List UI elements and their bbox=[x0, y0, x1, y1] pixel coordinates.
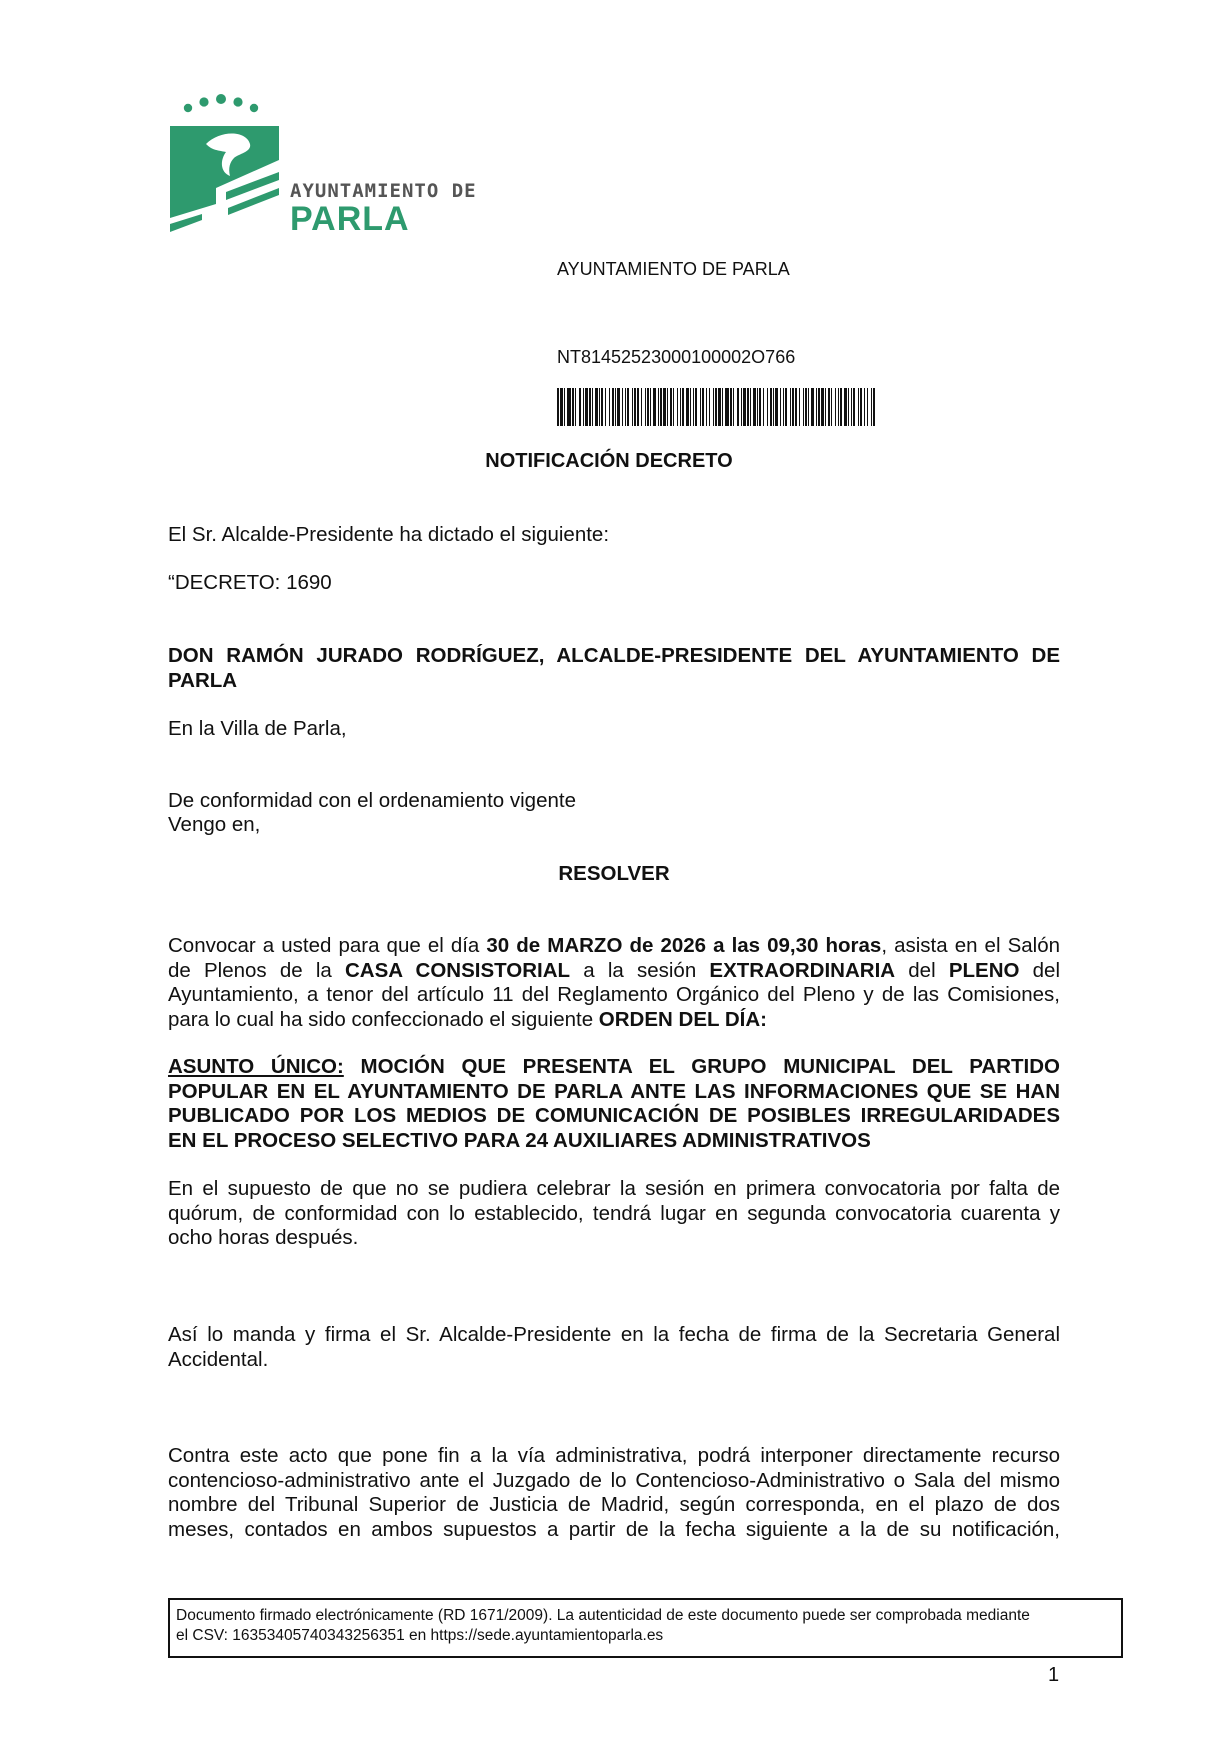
convocation-date: 30 de MARZO de 2026 a las 09,30 horas bbox=[486, 934, 882, 957]
barcode-bar bbox=[741, 388, 742, 426]
barcode-bar bbox=[828, 388, 830, 426]
barcode-bar bbox=[599, 388, 600, 426]
barcode-bar bbox=[709, 388, 710, 426]
barcode-bar bbox=[775, 388, 778, 426]
barcode-bar bbox=[808, 388, 809, 426]
reference-number: NT81452523000100002O766 bbox=[557, 347, 796, 367]
notification-title: NOTIFICACIÓN DECRETO bbox=[485, 450, 733, 472]
convocation-text-4: del bbox=[895, 958, 949, 982]
barcode bbox=[557, 388, 875, 426]
barcode-bar bbox=[622, 388, 623, 426]
barcode-bar bbox=[853, 388, 855, 426]
barcode-bar bbox=[557, 388, 559, 426]
barcode-bar bbox=[575, 388, 576, 426]
barcode-bar bbox=[759, 388, 761, 426]
barcode-bar bbox=[825, 388, 826, 426]
barcode-bar bbox=[730, 388, 732, 426]
barcode-bar bbox=[670, 388, 672, 426]
barcode-bar bbox=[858, 388, 859, 426]
convocation-body: PLENO bbox=[948, 958, 1020, 982]
barcode-bar bbox=[660, 388, 662, 426]
convocation-text-2: , asista en el Salón de Plenos de la bbox=[168, 934, 1061, 982]
barcode-bar bbox=[860, 388, 862, 426]
barcode-bar bbox=[645, 388, 646, 426]
subject-label: ASUNTO ÚNICO: bbox=[168, 1055, 344, 1078]
barcode-bar bbox=[637, 388, 639, 426]
barcode-bar bbox=[811, 388, 814, 426]
barcode-bar bbox=[835, 388, 836, 426]
barcode-bar bbox=[818, 388, 820, 426]
convocation-place: CASA CONSISTORIAL bbox=[345, 958, 571, 982]
barcode-bar bbox=[780, 388, 781, 426]
barcode-bar bbox=[579, 388, 581, 426]
barcode-bar bbox=[783, 388, 784, 426]
barcode-bar bbox=[864, 388, 865, 426]
barcode-bar bbox=[564, 388, 565, 426]
convocation-agenda: ORDEN DEL DÍA: bbox=[598, 1007, 767, 1031]
barcode-bar bbox=[615, 388, 616, 426]
barcode-bar bbox=[677, 388, 678, 426]
barcode-bar bbox=[612, 388, 614, 426]
barcode-bar bbox=[695, 388, 697, 426]
barcode-bar bbox=[753, 388, 756, 426]
barcode-bar bbox=[844, 388, 847, 426]
barcode-bar bbox=[583, 388, 584, 426]
barcode-bar bbox=[673, 388, 674, 426]
barcode-bar bbox=[838, 388, 839, 426]
barcode-bar bbox=[625, 388, 626, 426]
convocation-text-1: Convocar a usted para que el día bbox=[168, 934, 487, 957]
barcode-bar bbox=[790, 388, 791, 426]
barcode-bar bbox=[595, 388, 598, 426]
barcode-bar bbox=[867, 388, 868, 426]
barcode-bar bbox=[700, 388, 701, 426]
vengo-text: Vengo en, bbox=[168, 813, 261, 836]
barcode-bar bbox=[803, 388, 804, 426]
barcode-bar bbox=[592, 388, 593, 426]
page-number: 1 bbox=[1048, 1664, 1060, 1686]
barcode-bar bbox=[682, 388, 684, 426]
conformity-text: De conformidad con el ordenamiento vigente bbox=[168, 789, 576, 812]
barcode-bar bbox=[816, 388, 817, 426]
barcode-bar bbox=[757, 388, 758, 426]
barcode-bar bbox=[831, 388, 832, 426]
intro-text: El Sr. Alcalde-Presidente ha dictado el siguiente: bbox=[168, 523, 610, 546]
barcode-bar bbox=[792, 388, 794, 426]
barcode-bar bbox=[627, 388, 629, 426]
barcode-bar bbox=[601, 388, 603, 426]
signer-heading: DON RAMÓN JURADO RODRÍGUEZ, ALCALDE-PRESIDENTE DEL AYUNTAMIENTO DE PARLA bbox=[168, 644, 1060, 692]
barcode-bar bbox=[605, 388, 606, 426]
logo bbox=[168, 92, 477, 242]
barcode-bar bbox=[641, 388, 642, 426]
barcode-bar bbox=[632, 388, 633, 426]
barcode-bar bbox=[785, 388, 787, 426]
convocation-session: EXTRAORDINARIA bbox=[709, 958, 896, 982]
place-text: En la Villa de Parla, bbox=[168, 717, 347, 740]
barcode-bar bbox=[718, 388, 721, 426]
barcode-bar bbox=[722, 388, 723, 426]
barcode-bar bbox=[634, 388, 636, 426]
barcode-bar bbox=[821, 388, 824, 426]
barcode-bar bbox=[733, 388, 734, 426]
convocation-text-3: a la sesión bbox=[570, 958, 710, 982]
barcode-bar bbox=[667, 388, 668, 426]
barcode-bar bbox=[663, 388, 666, 426]
barcode-bar bbox=[609, 388, 610, 426]
barcode-bar bbox=[873, 388, 875, 426]
barcode-bar bbox=[805, 388, 807, 426]
decree-number: “DECRETO: 1690 bbox=[168, 571, 332, 594]
logo-emblem bbox=[168, 92, 286, 240]
convocation-text-5: del Ayuntamiento, a tenor del artículo 11 del Reglamento Orgánico del Pleno y de las Comisiones, para lo cual ha sido confeccionado el siguiente bbox=[168, 958, 1060, 1031]
barcode-bar bbox=[572, 388, 574, 426]
barcode-bar bbox=[693, 388, 694, 426]
barcode-bar bbox=[871, 388, 872, 426]
quorum-paragraph: En el supuesto de que no se pudiera celebrar la sesión en primera convocatoria por falta de quórum, de conformidad con lo establecido, tendrá lugar en segunda convocatoria cuarenta y ocho horas después. bbox=[168, 1177, 1060, 1249]
org-name: AYUNTAMIENTO DE PARLA bbox=[557, 259, 790, 279]
barcode-bar bbox=[763, 388, 764, 426]
barcode-bar bbox=[589, 388, 591, 426]
barcode-bar bbox=[795, 388, 797, 426]
barcode-bar bbox=[706, 388, 707, 426]
barcode-bar bbox=[725, 388, 729, 426]
appeal-paragraph: Contra este acto que pone fin a la vía administrativa, podrá interponer directamente recurso contencioso-administrativo ante el Juzgado de lo Contencioso-Administrativo o Sala del mismo nombre del Tribunal Superior de Justicia de Madrid, según corresponda, en el plazo de dos meses, contados en ambos supuestos a partir de la fecha siguiente a la de su notificación, bbox=[168, 1444, 1060, 1541]
signing-paragraph: Así lo manda y firma el Sr. Alcalde-Presidente en la fecha de firma de la Secretaria General Accidental. bbox=[168, 1323, 1060, 1371]
barcode-bar bbox=[743, 388, 746, 426]
csv-footer-line2: el CSV: 16353405740343256351 en https://sede.ayuntamientoparla.es bbox=[176, 1627, 664, 1644]
barcode-bar bbox=[767, 388, 768, 426]
barcode-bar bbox=[653, 388, 656, 426]
csv-footer-box bbox=[168, 1598, 1123, 1658]
barcode-bar bbox=[650, 388, 651, 426]
barcode-bar bbox=[799, 388, 800, 426]
barcode-bar bbox=[737, 388, 739, 426]
barcode-bar bbox=[560, 388, 563, 426]
barcode-bar bbox=[713, 388, 714, 426]
barcode-bar bbox=[585, 388, 588, 426]
barcode-bar bbox=[647, 388, 649, 426]
barcode-bar bbox=[840, 388, 842, 426]
barcode-bar bbox=[848, 388, 849, 426]
resolve-heading: RESOLVER bbox=[558, 862, 670, 885]
barcode-bar bbox=[658, 388, 659, 426]
barcode-bar bbox=[770, 388, 772, 426]
barcode-bar bbox=[617, 388, 620, 426]
logo-text-line1: AYUNTAMIENTO DE bbox=[290, 180, 477, 202]
barcode-bar bbox=[702, 388, 704, 426]
barcode-bar bbox=[773, 388, 774, 426]
subject-paragraph bbox=[168, 1055, 1060, 1153]
logo-text-line2: PARLA bbox=[290, 200, 410, 238]
barcode-bar bbox=[686, 388, 689, 426]
subject-text: MOCIÓN QUE PRESENTA EL GRUPO MUNICIPAL DEL PARTIDO POPULAR EN EL AYUNTAMIENTO DE PARLA ANTE LAS INFORMACIONES QUE SE HAN PUBLICADO POR LOS MEDIOS DE COMUNICACIÓN DE POSIBLES IRREGULARIDADES EN EL PROCESO SELECTIVO PARA 24 AUXILIARES ADMINISTRATIVOS bbox=[168, 1055, 1060, 1152]
barcode-bar bbox=[690, 388, 691, 426]
barcode-bar bbox=[851, 388, 852, 426]
barcode-bar bbox=[750, 388, 751, 426]
convocation-paragraph bbox=[168, 934, 1060, 1032]
barcode-bar bbox=[747, 388, 749, 426]
barcode-bar bbox=[680, 388, 681, 426]
csv-footer-line1: Documento firmado electrónicamente (RD 1671/2009). La autenticidad de este documento puede ser comprobada mediante bbox=[176, 1607, 1030, 1624]
barcode-bar bbox=[567, 388, 571, 426]
barcode-bar bbox=[715, 388, 717, 426]
